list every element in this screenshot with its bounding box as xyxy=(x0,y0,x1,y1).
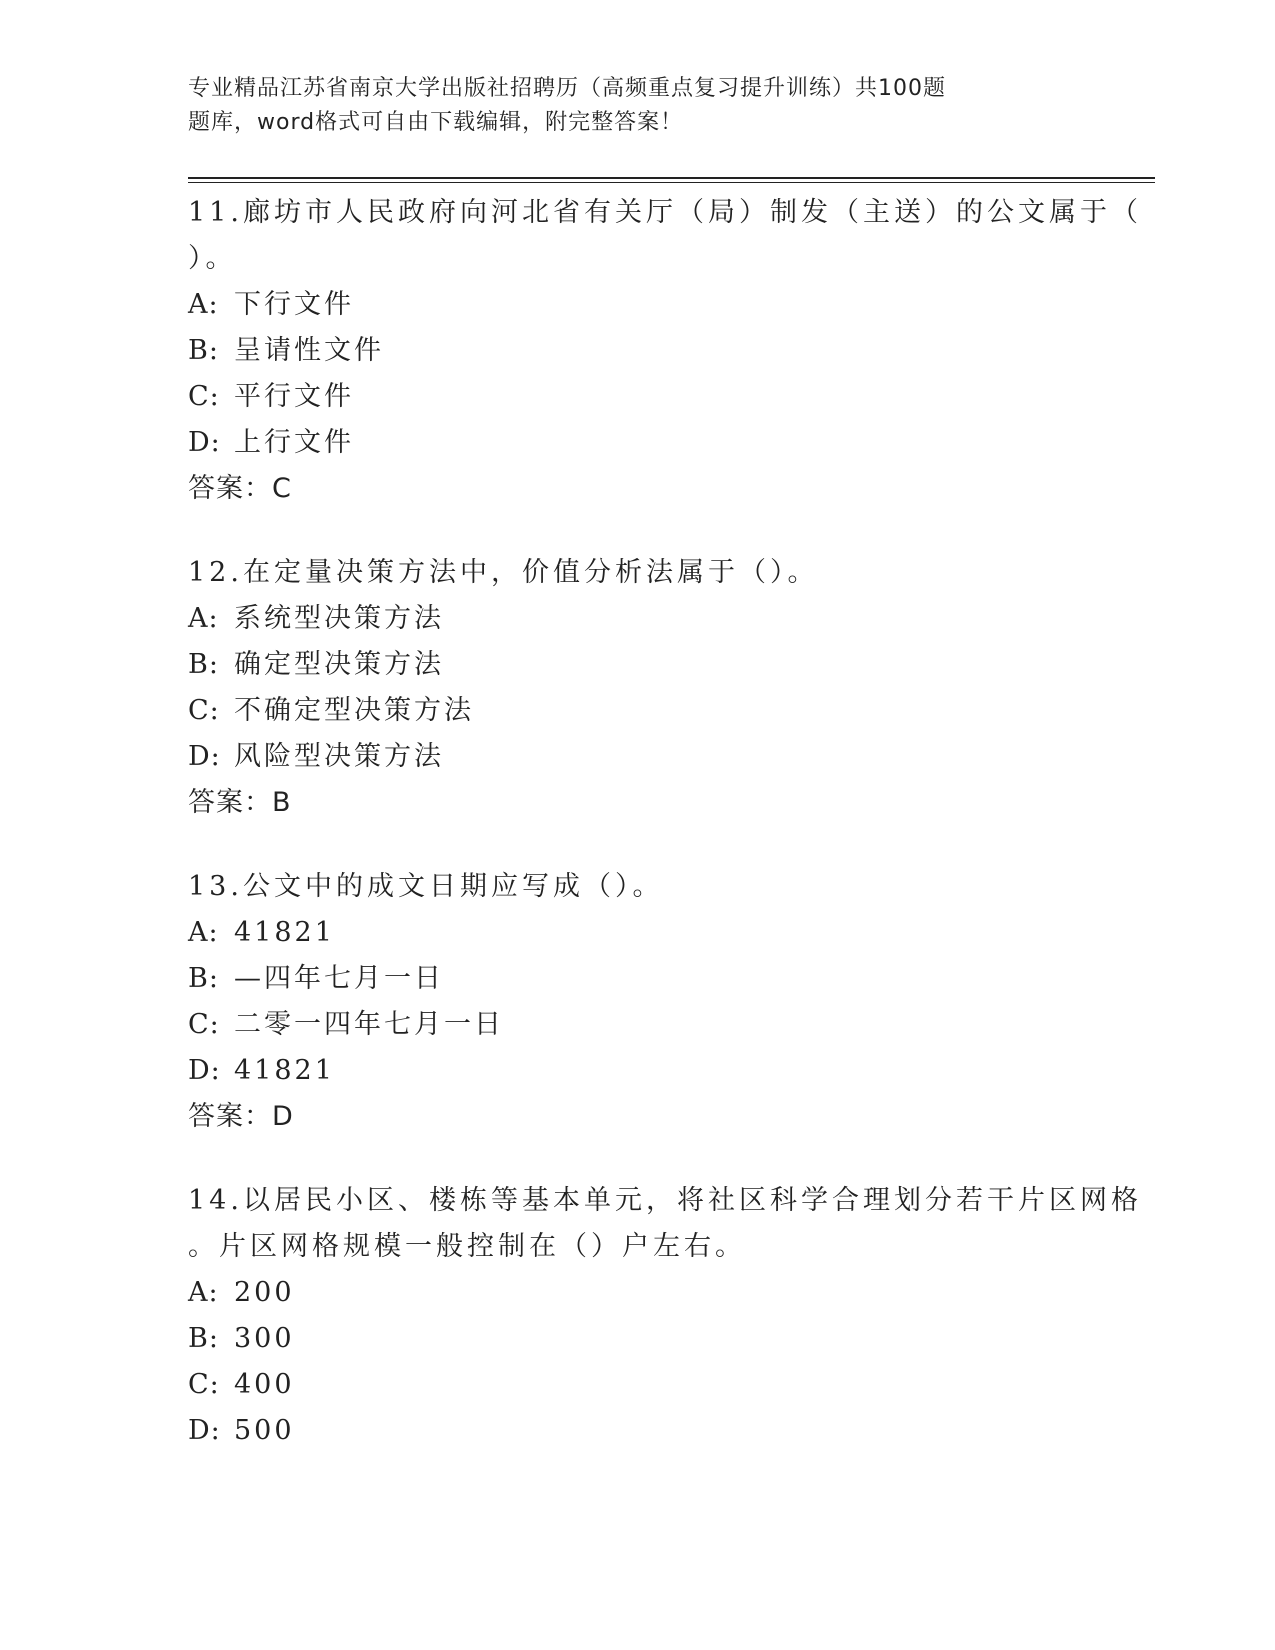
question-list xyxy=(188,190,1142,1492)
option-key: D: xyxy=(188,427,221,458)
option-text: 41821 xyxy=(234,917,335,948)
header-divider-thin xyxy=(188,182,1155,183)
option-key: A: xyxy=(188,603,219,634)
option-text: 300 xyxy=(234,1323,295,1354)
option-key: D: xyxy=(188,1055,221,1086)
option-c xyxy=(188,688,1088,734)
option-a xyxy=(188,1270,1088,1316)
option-c xyxy=(188,1362,1088,1408)
question-stem xyxy=(188,550,1088,596)
option-text: 400 xyxy=(234,1369,295,1400)
question-stem-line: 。片区网格规模一般控制在（）户左右。 xyxy=(188,1231,746,1262)
option-text: 41821 xyxy=(234,1055,335,1086)
option-key: B: xyxy=(188,1323,219,1354)
header-line-1: 专业精品江苏省南京大学出版社招聘历（高频重点复习提升训练）共100题 xyxy=(188,76,946,101)
question-14 xyxy=(188,1178,1142,1454)
option-text: 风险型决策方法 xyxy=(234,741,444,772)
option-text: 系统型决策方法 xyxy=(234,603,444,634)
option-text: 200 xyxy=(234,1277,295,1308)
question-13 xyxy=(188,864,1088,1140)
question-stem xyxy=(188,864,1088,910)
option-d xyxy=(188,1048,1088,1094)
option-key: D: xyxy=(188,1415,221,1446)
answer-line: 答案：B xyxy=(188,787,292,818)
option-key: A: xyxy=(188,917,219,948)
option-text: 平行文件 xyxy=(234,381,354,412)
option-key: A: xyxy=(188,1277,219,1308)
option-c xyxy=(188,1002,1088,1048)
option-key: C: xyxy=(188,381,220,412)
option-key: C: xyxy=(188,695,220,726)
header-divider-thick xyxy=(188,177,1155,179)
option-b xyxy=(188,956,1088,1002)
option-key: B: xyxy=(188,335,219,366)
option-text: 下行文件 xyxy=(234,289,354,320)
option-b xyxy=(188,1316,1088,1362)
question-stem-line: 13.公文中的成文日期应写成（）。 xyxy=(188,871,664,902)
option-key: A: xyxy=(188,289,219,320)
option-text: 确定型决策方法 xyxy=(234,649,444,680)
option-key: C: xyxy=(188,1369,220,1400)
question-stem-line: 12.在定量决策方法中，价值分析法属于（）。 xyxy=(188,557,819,588)
option-text: 不确定型决策方法 xyxy=(234,695,474,726)
header-line-2: 题库，word格式可自由下载编辑，附完整答案！ xyxy=(188,110,684,135)
answer-line: 答案：C xyxy=(188,473,292,504)
question-stem xyxy=(188,190,1142,282)
document-header xyxy=(188,72,1088,140)
option-d xyxy=(188,420,1088,466)
option-text: —四年七月一日 xyxy=(234,963,444,994)
option-a xyxy=(188,596,1088,642)
option-key: B: xyxy=(188,649,219,680)
option-text: 上行文件 xyxy=(234,427,354,458)
question-stem-line: ）。 xyxy=(188,243,237,274)
question-stem-line: 11.廊坊市人民政府向河北省有关厅（局）制发（主送）的公文属于（ xyxy=(188,197,1142,228)
option-c xyxy=(188,374,1088,420)
answer-line: 答案：D xyxy=(188,1101,294,1132)
option-key: B: xyxy=(188,963,219,994)
question-12 xyxy=(188,550,1088,826)
option-d xyxy=(188,1408,1088,1454)
option-a xyxy=(188,910,1088,956)
option-text: 呈请性文件 xyxy=(234,335,384,366)
option-text: 500 xyxy=(234,1415,295,1446)
option-key: C: xyxy=(188,1009,220,1040)
question-stem-line: 14.以居民小区、楼栋等基本单元，将社区科学合理划分若干片区网格 xyxy=(188,1185,1142,1216)
question-stem xyxy=(188,1178,1142,1270)
option-b xyxy=(188,328,1088,374)
option-a xyxy=(188,282,1088,328)
option-key: D: xyxy=(188,741,221,772)
question-11 xyxy=(188,190,1142,512)
option-d xyxy=(188,734,1088,780)
option-b xyxy=(188,642,1088,688)
option-text: 二零一四年七月一日 xyxy=(234,1009,504,1040)
